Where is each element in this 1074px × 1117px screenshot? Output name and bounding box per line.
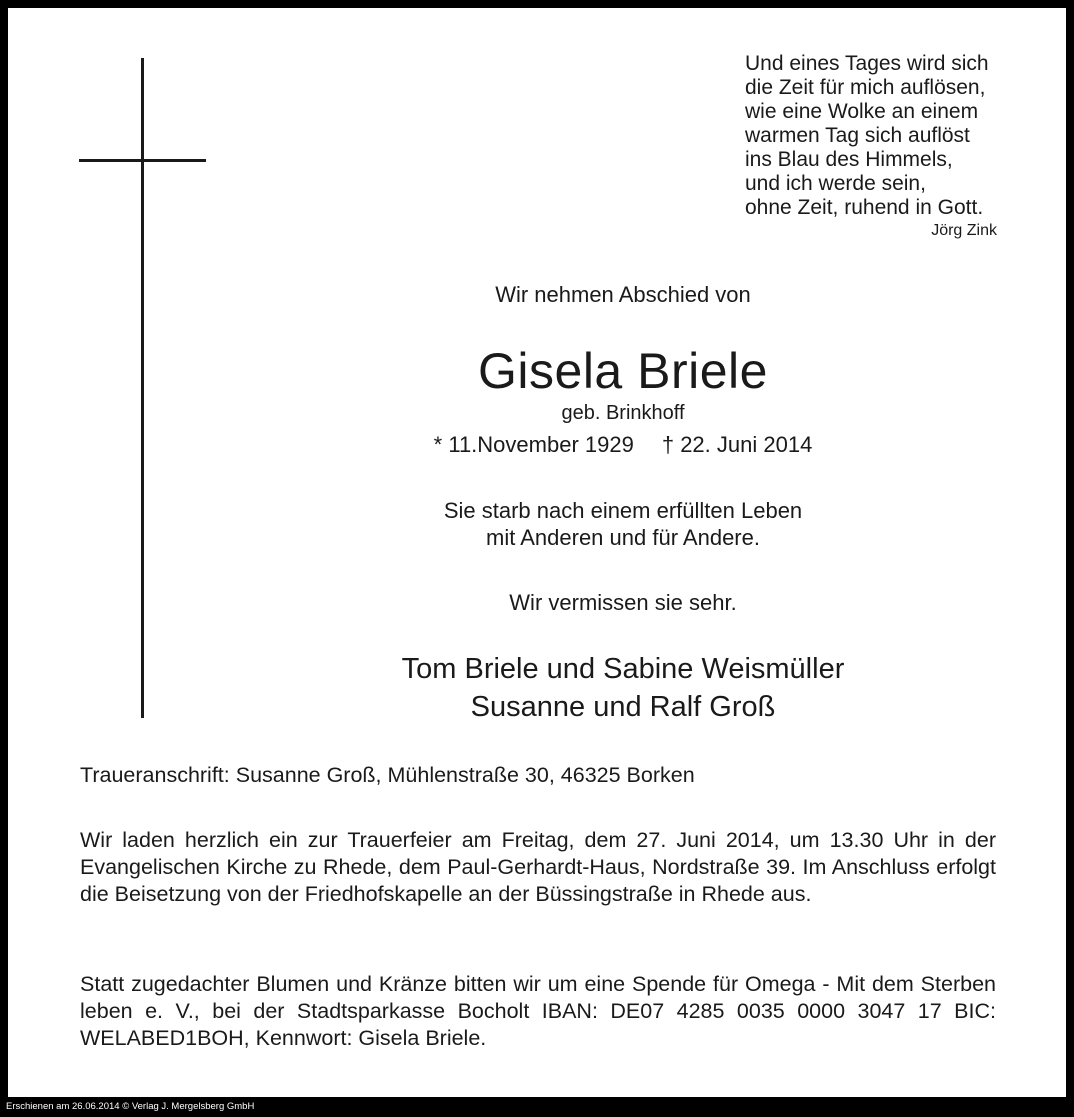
poem-author: Jörg Zink — [931, 222, 997, 239]
poem-quote — [745, 52, 1005, 242]
mourning-address: Traueranschrift: Susanne Groß, Mühlenstraße 30, 46325 Borken — [80, 763, 695, 787]
life-statement — [298, 497, 948, 551]
cross-horizontal-beam — [79, 159, 206, 162]
death-date: † 22. Juni 2014 — [661, 432, 813, 457]
poem-line: wie eine Wolke an einem — [745, 100, 979, 123]
poem-line: ins Blau des Himmels, — [745, 148, 953, 171]
poem-line: Und eines Tages wird sich — [745, 52, 989, 75]
life-line: Sie starb nach einem erfüllten Leben — [443, 498, 803, 523]
poem-line: warmen Tag sich auflöst — [745, 124, 970, 147]
cross-vertical-beam — [141, 58, 144, 718]
obituary-page — [8, 8, 1066, 1097]
family-line: Tom Briele und Sabine Weismüller — [401, 653, 845, 685]
family-signatures — [298, 650, 948, 726]
deceased-name: Gisela Briele — [478, 343, 768, 399]
donation-text: Statt zugedachter Blumen und Kränze bitten wir um eine Spende für Omega - Mit dem Sterben leben e. V., bei der Stadtsparkasse Bocholt IBAN: DE07 4285 0035 0000 3047 17 BIC: WELABED1BOH, Kennwort: Gisela Briele. — [80, 972, 996, 1050]
life-dates — [298, 432, 948, 458]
poem-line: ohne Zeit, ruhend in Gott. — [745, 196, 984, 219]
life-line: mit Anderen und für Andere. — [486, 525, 760, 550]
funeral-service-text: Wir laden herzlich ein zur Trauerfeier am Freitag, dem 27. Juni 2014, um 13.30 Uhr in der Evangelischen Kirche zu Rhede, dem Paul-Gerhardt-Haus, Nordstraße 39. Im Anschluss erfolgt die Beisetzung von der Friedhofskapelle an der Büssingstraße in Rhede aus. — [80, 828, 996, 906]
birth-date: * 11.November 1929 — [433, 432, 634, 457]
poem-line: die Zeit für mich auflösen, — [745, 76, 986, 99]
maiden-name: geb. Brinkhoff — [561, 402, 685, 424]
poem-line: und ich werde sein, — [745, 172, 926, 195]
family-line: Susanne und Ralf Groß — [470, 691, 776, 723]
miss-statement: Wir vermissen sie sehr. — [509, 590, 737, 615]
farewell-intro: Wir nehmen Abschied von — [495, 282, 751, 307]
publication-footer: Erschienen am 26.06.2014 © Verlag J. Mergelsberg GmbH — [6, 1101, 255, 1112]
